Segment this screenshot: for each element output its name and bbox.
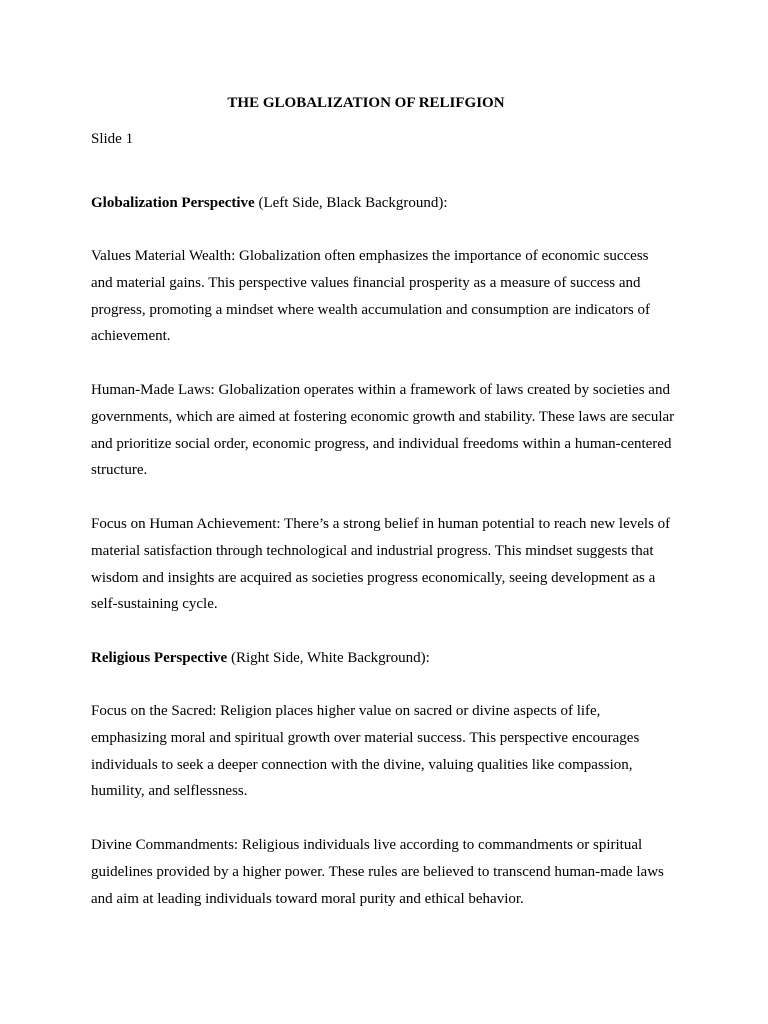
paragraph-line: wisdom and insights are acquired as societies progress economically, seeing development as a xyxy=(91,569,656,586)
paragraph-line: and aim at leading individuals toward moral purity and ethical behavior. xyxy=(91,890,524,907)
paragraph-divine-commandments xyxy=(91,832,691,912)
paragraph-line: self-sustaining cycle. xyxy=(91,596,218,613)
paragraph-values-material-wealth xyxy=(91,243,691,350)
section-heading-religious xyxy=(91,648,430,668)
paragraph-line: governments, which are aimed at fostering economic growth and stability. These laws are secular xyxy=(91,408,675,425)
paragraph-line: Human-Made Laws: Globalization operates within a framework of laws created by societies and xyxy=(91,382,670,398)
paragraph-line: structure. xyxy=(91,462,148,479)
slide-label: Slide 1 xyxy=(91,131,134,147)
paragraph-line: humility, and selflessness. xyxy=(91,783,248,800)
paragraph-line: achievement. xyxy=(91,328,171,345)
paragraph-line: emphasizing moral and spiritual growth over material success. This perspective encourages xyxy=(91,729,640,746)
section-heading-globalization xyxy=(91,193,448,213)
paragraph-line: individuals to seek a deeper connection with the divine, valuing qualities like compassion, xyxy=(91,756,633,773)
section-heading-rest: (Left Side, Black Background): xyxy=(254,195,448,211)
paragraph-line: Values Material Wealth: Globalization often emphasizes the importance of economic success xyxy=(91,248,649,264)
section-heading-rest: (Right Side, White Background): xyxy=(227,650,430,666)
section-heading-bold: Globalization Perspective xyxy=(91,195,255,211)
paragraph-line: Divine Commandments: Religious individuals live according to commandments or spiritual xyxy=(91,837,643,853)
paragraph-line: guidelines provided by a higher power. These rules are believed to transcend human-made laws xyxy=(91,863,664,880)
paragraph-line: Focus on Human Achievement: There’s a strong belief in human potential to reach new levels of xyxy=(91,516,671,532)
paragraph-human-achievement xyxy=(91,511,691,618)
paragraph-line: and prioritize social order, economic progress, and individual freedoms within a human-centered xyxy=(91,435,672,452)
paragraph-line: and material gains. This perspective values financial prosperity as a measure of success and xyxy=(91,274,641,291)
document-title: THE GLOBALIZATION OF RELIFGION xyxy=(227,95,505,111)
paragraph-line: material satisfaction through technological and industrial progress. This mindset suggests that xyxy=(91,542,654,559)
section-heading-bold: Religious Perspective xyxy=(91,650,228,666)
paragraph-human-made-laws xyxy=(91,377,691,484)
paragraph-line: Focus on the Sacred: Religion places higher value on sacred or divine aspects of life, xyxy=(91,703,601,719)
paragraph-line: progress, promoting a mindset where wealth accumulation and consumption are indicators of xyxy=(91,301,651,318)
paragraph-focus-on-sacred xyxy=(91,698,691,805)
